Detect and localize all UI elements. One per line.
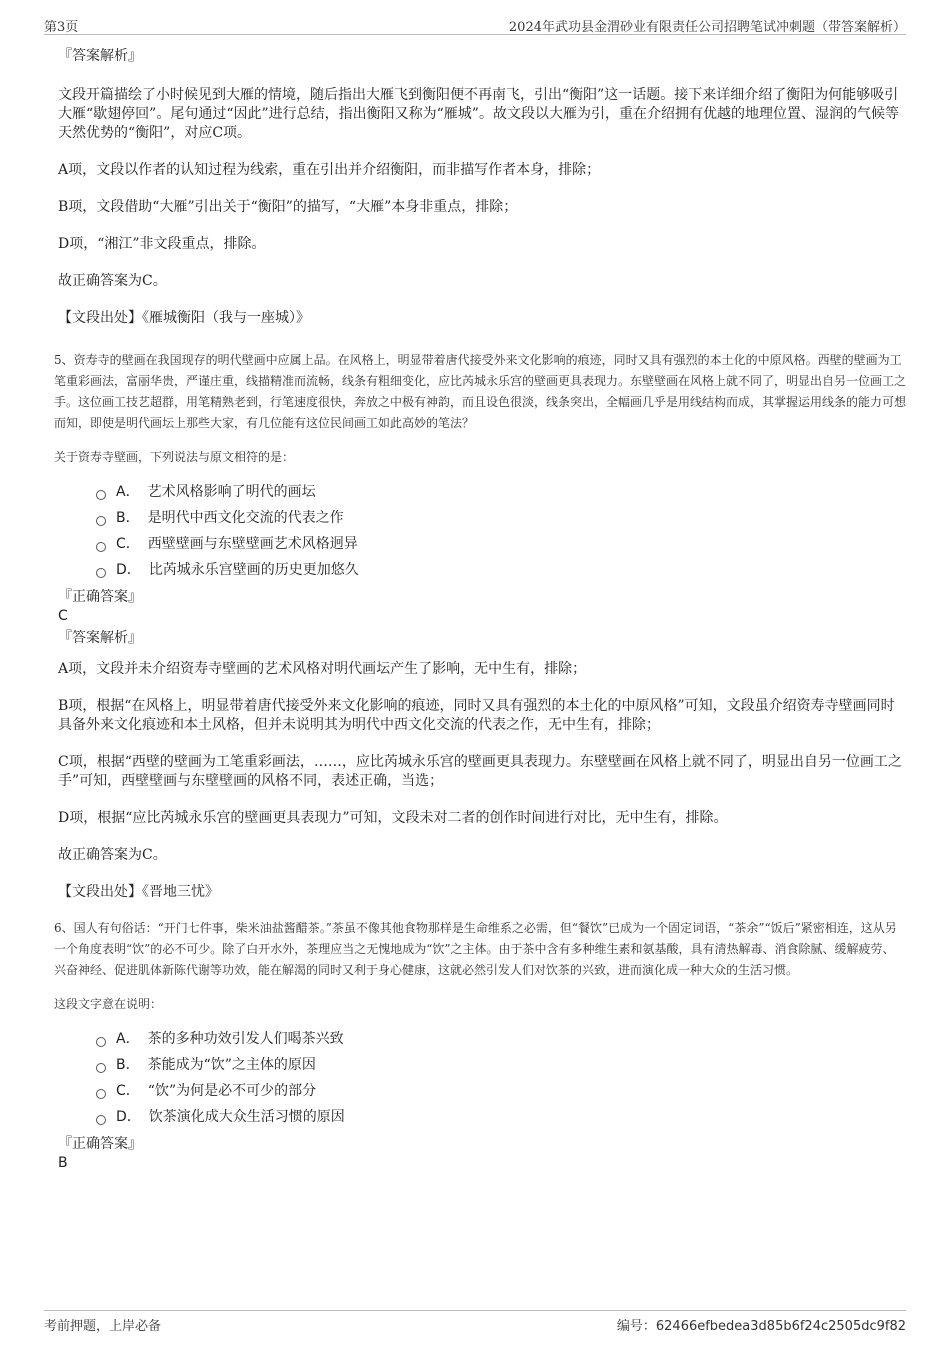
answer-tag: 『正确答案』 xyxy=(58,589,142,605)
option-d[interactable]: D． 饮茶演化成大众生活习惯的原因 xyxy=(96,1104,906,1130)
radio-icon[interactable] xyxy=(96,568,106,578)
option-c[interactable]: C． “饮”为何是必不可少的部分 xyxy=(96,1078,906,1104)
question-6-text: 6、国人有句俗话：“开门七件事，柴米油盐酱醋茶。”茶虽不像其他食物那样是生命维系之必需，但“餐饮”已成为一个固定词语，“茶余”“饭后”紧密相连，这从另一个角度表明“饮”的必不可少。除了白开水外，茶理应当之无愧地成为“饮”之主体。由于茶中含有多种维生素和氨基酸，具有清热解毒、消食除腻、缓解疲劳、兴奋神经、促进肌体新陈代谢等功效，能在解渴的同时又利于身心健康，这就必然引发人们对饮茶的兴致，进而演化成一种大众的生活习惯。 xyxy=(54,921,897,977)
analysis-tag: 『答案解析』 xyxy=(58,48,142,64)
radio-icon[interactable] xyxy=(96,516,106,526)
analysis-paragraph: 文段开篇描绘了小时候见到大雁的情境，随后指出大雁飞到衡阳便不再南飞，引出“衡阳”这一话题。接下来详细介绍了衡阳为何能够吸引大雁“歇翅停回”。尾句通过“因此”进行总结，指出衡阳又称为“雁城”。故文段以大雁为引，重在介绍拥有优越的地理位置、湿润的气候等天然优势的“衡阳”，对应C项。 xyxy=(58,87,899,141)
radio-icon[interactable] xyxy=(96,1037,106,1047)
option-a[interactable]: A． 茶的多种功效引发人们喝茶兴致 xyxy=(96,1026,906,1052)
radio-icon[interactable] xyxy=(96,490,106,500)
document-code: 编号：62466efbedea3d85b6f24c2505dc9f82 xyxy=(616,1319,906,1334)
page-header xyxy=(44,14,906,35)
question-6-options xyxy=(96,1026,906,1130)
radio-icon[interactable] xyxy=(96,1063,106,1073)
answer-tag: 『正确答案』 xyxy=(58,1136,142,1152)
correct-answer: B xyxy=(58,1155,68,1171)
analysis-paragraph: A项，文段以作者的认知过程为线索，重在引出并介绍衡阳，而非描写作者本身，排除； xyxy=(58,162,601,178)
analysis-paragraph: B项，文段借助“大雁”引出关于“衡阳”的描写，“大雁”本身非重点，排除； xyxy=(58,199,518,215)
document-title: 2024年武功县金渭砂业有限责任公司招聘笔试冲刺题（带答案解析） xyxy=(508,20,906,35)
analysis-paragraph: D项，“湘江”非文段重点，排除。 xyxy=(58,236,266,252)
radio-icon[interactable] xyxy=(96,1089,106,1099)
option-c[interactable]: C． 西壁壁画与东壁壁画艺术风格迥异 xyxy=(96,531,906,557)
question-5-text: 5、资寿寺的壁画在我国现存的明代壁画中应属上品。在风格上，明显带着唐代接受外来文化影响的痕迹，同时又具有强烈的本土化的中原风格。西壁的壁画为工笔重彩画法，富丽华贵，严谨庄重，线描精准而流畅，线条有粗细变化，应比芮城永乐宫的壁画更具表现力。东壁壁画在风格上就不同了，明显出自另一位画工之手。这位画工技艺超群，用笔精熟老到，行笔速度很快，奔放之中极有神韵，而且设色很淡，线条突出，全幅画几乎是用线结构而成，其掌握运用线条的能力可想而知，即使是明代画坛上那些大家，有几位能有这位民间画工如此高妙的笔法？ xyxy=(54,353,907,430)
option-b[interactable]: B． 是明代中西文化交流的代表之作 xyxy=(96,505,906,531)
analysis-paragraph: D项，根据“应比芮城永乐宫的壁画更具表现力”可知，文段未对二者的创作时间进行对比，无中生有，排除。 xyxy=(58,810,728,826)
analysis-paragraph: B项，根据“在风格上，明显带着唐代接受外来文化影响的痕迹，同时又具有强烈的本土化的中原风格”可知，文段虽介绍资寿寺壁画同时具备外来文化痕迹和本土风格，但并未说明其为明代中西文化交流的代表之作，无中生有，排除； xyxy=(58,698,895,733)
page-number: 第3页 xyxy=(44,20,79,35)
question-6-prompt: 这段文字意在说明： xyxy=(54,997,163,1011)
source-citation: 【文段出处】《雁城衡阳（我与一座城）》 xyxy=(58,310,310,326)
question-5-prompt: 关于资寿寺壁画，下列说法与原文相符的是： xyxy=(54,450,295,464)
option-d[interactable]: D． 比芮城永乐宫壁画的历史更加悠久 xyxy=(96,557,906,583)
footer-slogan: 考前押题，上岸必备 xyxy=(44,1319,162,1334)
question-5-options xyxy=(96,479,906,583)
radio-icon[interactable] xyxy=(96,542,106,552)
option-b[interactable]: B． 茶能成为“饮”之主体的原因 xyxy=(96,1052,906,1078)
analysis-paragraph: 故正确答案为C。 xyxy=(58,847,167,863)
option-a[interactable]: A． 艺术风格影响了明代的画坛 xyxy=(96,479,906,505)
analysis-paragraph: 故正确答案为C。 xyxy=(58,273,167,289)
page-content xyxy=(54,40,907,1173)
analysis-paragraph: A项，文段并未介绍资寿寺壁画的艺术风格对明代画坛产生了影响，无中生有，排除； xyxy=(58,661,587,677)
page-footer xyxy=(44,1310,906,1335)
radio-icon[interactable] xyxy=(96,1115,106,1125)
source-citation: 【文段出处】《晋地三忧》 xyxy=(58,884,219,900)
correct-answer: C xyxy=(58,608,68,624)
analysis-tag: 『答案解析』 xyxy=(58,630,142,646)
analysis-paragraph: C项，根据“西壁的壁画为工笔重彩画法，……，应比芮城永乐宫的壁画更具表现力。东壁壁画在风格上就不同了，明显出自另一位画工之手”可知，西壁壁画与东壁壁画的风格不同，表述正确，当选； xyxy=(58,754,902,789)
